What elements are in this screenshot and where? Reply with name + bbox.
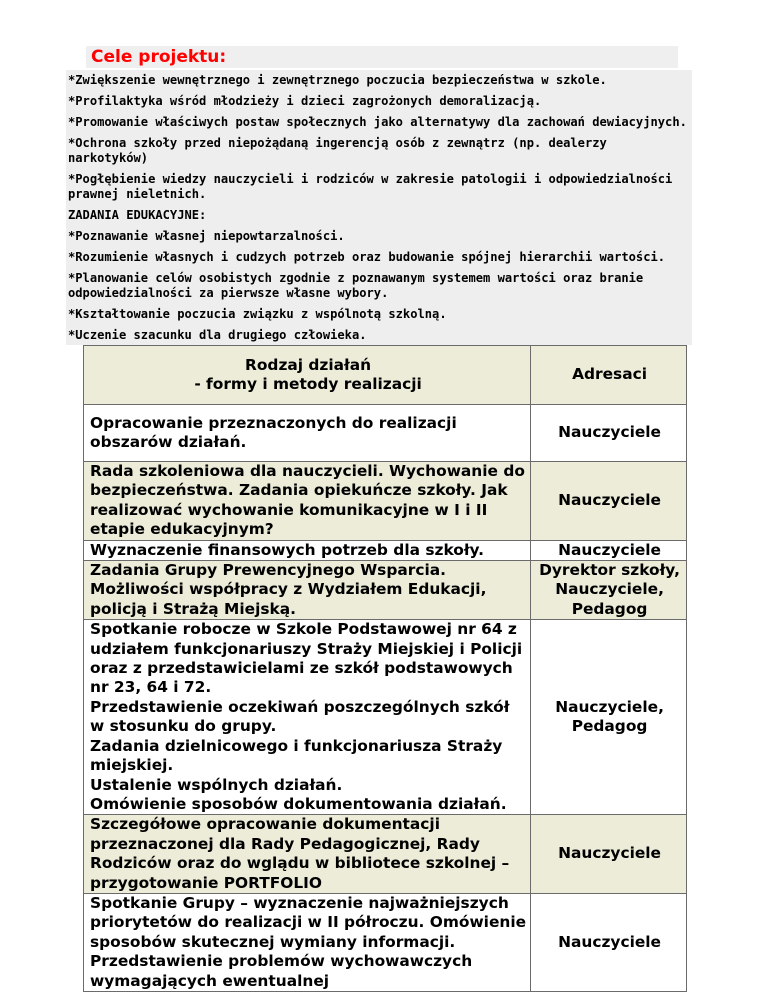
table-row <box>84 462 687 541</box>
goal-item: *Planowanie celów osobistych zgodnie z poznawanym systemem wartości oraz branie odpowiedzialności za pierwsze własne wybory. <box>68 271 644 300</box>
addressees-cell: Nauczyciele <box>531 405 687 462</box>
goal-item: *Pogłębienie wiedzy nauczycieli i rodziców w zakresie patologii i odpowiedzialności prawnej nieletnich. <box>68 172 673 201</box>
education-tasks-heading: ZADANIA EDUKACYJNE: <box>68 208 207 222</box>
actions-table <box>83 345 687 992</box>
addressees-cell: Nauczyciele, Pedagog <box>531 620 687 815</box>
action-cell: Szczegółowe opracowanie dokumentacji przeznaczonej dla Rady Pedagogicznej, Rady Rodziców oraz do wglądu w bibliotece szkolnej – przygotowanie PORTFOLIO <box>84 815 531 894</box>
goal-item: *Rozumienie własnych i cudzych potrzeb oraz budowanie spójnej hierarchii wartości. <box>68 250 666 264</box>
goal-item: *Poznawanie własnej niepowtarzalności. <box>68 229 345 243</box>
table-row <box>84 405 687 462</box>
goal-item: *Kształtowanie poczucia związku z wspólnotą szkolną. <box>68 307 447 321</box>
table-header-row <box>84 346 687 405</box>
goal-item: *Zwiększenie wewnętrznego i zewnętrznego poczucia bezpieczeństwa w szkole. <box>68 73 607 87</box>
goal-item: *Profilaktyka wśród młodzieży i dzieci zagrożonych demoralizacją. <box>68 94 542 108</box>
header-action <box>84 346 531 405</box>
addressees-cell: Nauczyciele <box>531 462 687 541</box>
table-row <box>84 893 687 991</box>
action-cell: Zadania Grupy Prewencyjnego Wsparcia. Możliwości współpracy z Wydziałem Edukacji, policją i Strażą Miejską. <box>84 561 531 620</box>
header-addressees: Adresaci <box>531 346 687 405</box>
action-cell: Spotkanie robocze w Szkole Podstawowej nr 64 z udziałem funkcjonariuszy Straży Miejskiej i Policji oraz z przedstawicielami ze szkół podstawowych nr 23, 64 i 72. Przedstawienie oczekiwań poszczególnych szkół w stosunku do grupy. Zadania dzielnicowego i funkcjonariusza Straży miejskiej. Ustalenie wspólnych działań. Omówienie sposobów dokumentowania działań. <box>84 620 531 815</box>
goal-item: *Uczenie szacunku dla drugiego człowieka. <box>68 328 367 342</box>
action-cell: Wyznaczenie finansowych potrzeb dla szkoły. <box>84 540 531 560</box>
table-row <box>84 540 687 560</box>
goals-list <box>66 70 692 345</box>
action-cell: Rada szkoleniowa dla nauczycieli. Wychowanie do bezpieczeństwa. Zadania opiekuńcze szkoły. Jak realizować wychowanie komunikacyjne w I i II etapie edukacyjnym? <box>84 462 531 541</box>
table-row <box>84 620 687 815</box>
addressees-cell: Dyrektor szkoły, Nauczyciele, Pedagog <box>531 561 687 620</box>
addressees-cell: Nauczyciele <box>531 815 687 894</box>
action-cell: Opracowanie przeznaczonych do realizacji obszarów działań. <box>84 405 531 462</box>
goal-item: *Promowanie właściwych postaw społecznych jako alternatywy dla zachowań dewiacyjnych. <box>68 115 687 129</box>
addressees-cell: Nauczyciele <box>531 540 687 560</box>
table-row <box>84 561 687 620</box>
table-row <box>84 815 687 894</box>
goal-item: *Ochrona szkoły przed niepożądaną ingerencją osób z zewnątrz (np. dealerzy narkotyków) <box>68 136 607 165</box>
action-cell: Spotkanie Grupy – wyznaczenie najważniejszych priorytetów do realizacji w II półroczu. Omówienie sposobów skutecznej wymiany informacji. Przedstawienie problemów wychowawczych wymagających ewentualnej <box>84 893 531 991</box>
addressees-cell: Nauczyciele <box>531 893 687 991</box>
section-heading: Cele projektu: <box>86 46 678 68</box>
header-action-text: Rodzaj działań - formy i metody realizacji <box>194 355 422 393</box>
